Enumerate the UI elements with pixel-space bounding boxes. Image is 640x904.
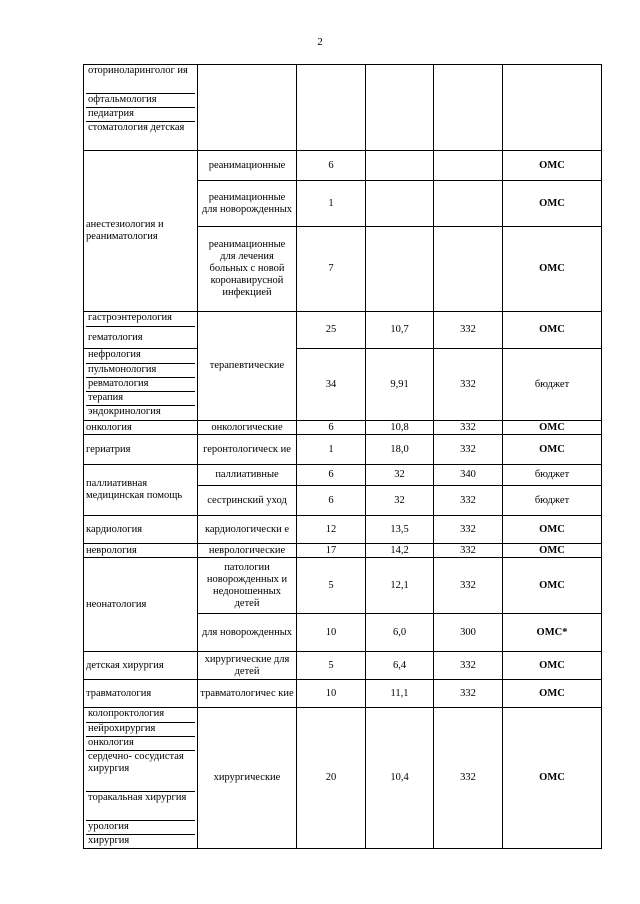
workdays-cell: 332 [434,435,503,465]
profile-cell: реанимационные для лечения больных с новой коронавирусной инфекцией [198,227,297,312]
workdays-cell: 332 [434,680,503,708]
specialty-cell: торакальная хирургия [86,791,195,820]
specialty-cell: сердечно- сосудистая хирургия [86,750,195,791]
specialty-cell: нефрология [88,349,141,360]
funding-cell: бюджет [503,465,602,486]
specialty-cell: ревматология [86,377,195,391]
specialty-cell: гематология [86,326,195,348]
profile-cell: для новорожденных [198,614,297,652]
funding-cell: ОМС [503,181,602,227]
stay-cell [366,227,434,312]
specialty-cell: онкология [86,736,195,750]
specialty-stack [84,65,198,151]
beds-cell: 10 [297,614,366,652]
stay-cell: 9,91 [366,349,434,421]
workdays-cell [434,65,503,151]
specialty-cell: онкология [84,421,198,435]
beds-cell: 6 [297,421,366,435]
profile-cell [198,65,297,151]
profile-cell: паллиативные [198,465,297,486]
stay-cell: 6,4 [366,652,434,680]
table-row [84,652,602,680]
profile-cell: травматологичес кие [198,680,297,708]
beds-cell: 17 [297,544,366,558]
funding-cell: ОМС [503,151,602,181]
specialty-cell: неонатология [84,558,198,652]
specialty-stack [84,349,198,421]
funding-cell: ОМС [503,680,602,708]
workdays-cell: 332 [434,421,503,435]
stay-cell [366,151,434,181]
beds-cell: 34 [297,349,366,421]
specialty-cell: детская хирургия [84,652,198,680]
profile-cell: неврологические [198,544,297,558]
funding-cell: ОМС [503,708,602,849]
beds-cell: 20 [297,708,366,849]
funding-cell: ОМС [503,421,602,435]
stay-cell: 10,8 [366,421,434,435]
stay-cell: 6,0 [366,614,434,652]
beds-cell: 5 [297,558,366,614]
specialty-cell: нейрохирургия [86,722,195,736]
beds-cell: 25 [297,312,366,349]
beds-cell: 6 [297,486,366,516]
funding-cell: ОМС [503,558,602,614]
beds-cell: 10 [297,680,366,708]
specialty-cell: неврология [84,544,198,558]
table-row [84,435,602,465]
table-row [84,558,602,614]
specialty-cell: пульмонология [86,363,195,377]
workdays-cell: 332 [434,516,503,544]
specialty-cell: анестезиология и реаниматология [84,151,198,312]
page-number: 2 [317,36,323,48]
workdays-cell: 332 [434,544,503,558]
funding-cell: ОМС [503,544,602,558]
specialty-cell: эндокринология [86,405,195,420]
stay-cell: 32 [366,486,434,516]
beds-cell: 1 [297,181,366,227]
workdays-cell [434,151,503,181]
funding-cell: ОМС [503,435,602,465]
profile-cell: геронтологическ ие [198,435,297,465]
stay-cell: 12,1 [366,558,434,614]
profile-cell: патологии новорожденных и недоношенных детей [198,558,297,614]
stay-cell: 10,7 [366,312,434,349]
workdays-cell [434,227,503,312]
table-row [84,151,602,181]
table-row [84,708,602,849]
funding-cell [503,65,602,151]
beds-cell: 6 [297,151,366,181]
stay-cell: 14,2 [366,544,434,558]
table-row [84,516,602,544]
workdays-cell: 332 [434,708,503,849]
table-row [84,312,602,349]
specialty-cell: терапия [86,391,195,405]
specialty-cell: колопроктология [88,708,165,719]
specialty-cell: офтальмология [86,93,195,107]
stay-cell: 32 [366,465,434,486]
workdays-cell: 300 [434,614,503,652]
stay-cell: 10,4 [366,708,434,849]
funding-cell: бюджет [503,486,602,516]
specialty-stack [84,708,198,849]
table-row [84,544,602,558]
specialty-cell: стоматология детская [86,121,195,150]
specialty-cell: паллиативная медицинская помощь [84,465,198,516]
profile-cell: хирургические [198,708,297,849]
table-row [84,680,602,708]
workdays-cell: 332 [434,652,503,680]
specialty-cell: гериатрия [84,435,198,465]
table-row [84,349,602,421]
specialty-cell: педиатрия [86,107,195,121]
profile-cell: онкологические [198,421,297,435]
funding-cell: ОМС* [503,614,602,652]
specialty-cell: гастроэнтерология [88,312,172,323]
bed-fund-table [83,64,602,849]
stay-cell: 11,1 [366,680,434,708]
profile-cell: кардиологически е [198,516,297,544]
funding-cell: ОМС [503,227,602,312]
stay-cell: 13,5 [366,516,434,544]
beds-cell: 6 [297,465,366,486]
funding-cell: ОМС [503,312,602,349]
specialty-cell: хирургия [86,834,195,848]
specialty-cell: оториноларинголог ия [88,65,188,76]
beds-cell: 7 [297,227,366,312]
funding-cell: бюджет [503,349,602,421]
specialty-cell: урология [86,820,195,834]
table-row [84,65,602,151]
workdays-cell: 332 [434,558,503,614]
profile-cell: сестринский уход [198,486,297,516]
table-row [84,465,602,486]
workdays-cell: 332 [434,349,503,421]
stay-cell [366,65,434,151]
beds-cell: 5 [297,652,366,680]
beds-cell [297,65,366,151]
workdays-cell: 340 [434,465,503,486]
beds-cell: 1 [297,435,366,465]
stay-cell: 18,0 [366,435,434,465]
stay-cell [366,181,434,227]
funding-cell: ОМС [503,516,602,544]
profile-cell: реанимационные для новорожденных [198,181,297,227]
profile-cell: хирургические для детей [198,652,297,680]
specialty-cell: кардиология [84,516,198,544]
profile-cell: реанимационные [198,151,297,181]
workdays-cell: 332 [434,486,503,516]
beds-cell: 12 [297,516,366,544]
workdays-cell [434,181,503,227]
workdays-cell: 332 [434,312,503,349]
specialty-cell: травматология [84,680,198,708]
funding-cell: ОМС [503,652,602,680]
profile-cell: терапевтические [198,312,297,421]
table-row [84,421,602,435]
specialty-stack [84,312,198,349]
